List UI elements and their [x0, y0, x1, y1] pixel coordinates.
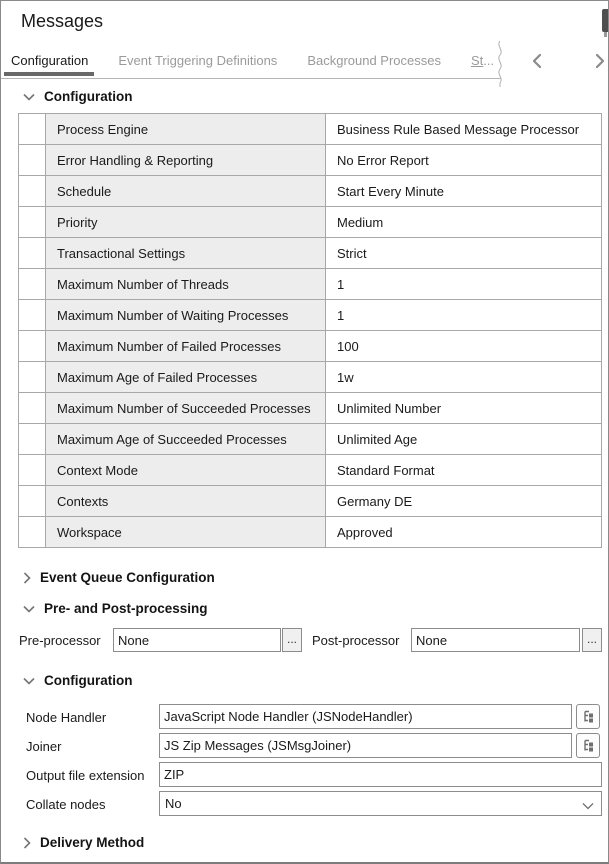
- property-value[interactable]: Business Rule Based Message Processor: [326, 114, 602, 145]
- tree-icon: [582, 710, 595, 723]
- property-value[interactable]: 1w: [326, 362, 602, 393]
- property-label: Maximum Age of Failed Processes: [46, 362, 326, 393]
- node-handler-label: Node Handler: [26, 710, 107, 725]
- property-value[interactable]: 1: [326, 300, 602, 331]
- table-row[interactable]: [19, 424, 602, 455]
- section-header-event-queue-configuration[interactable]: [23, 570, 215, 585]
- post-processor-input[interactable]: [411, 628, 580, 652]
- chevron-right-icon: [23, 837, 31, 849]
- tab-strip-torn-edge: [495, 41, 505, 87]
- pre-processor-input[interactable]: [113, 628, 281, 652]
- tabbar-divider: [1, 78, 501, 79]
- property-label: Error Handling & Reporting: [46, 145, 326, 176]
- chevron-right-icon: [23, 572, 31, 584]
- pre-processor-browse-button[interactable]: ...: [282, 628, 302, 652]
- page-title: Messages: [21, 11, 104, 31]
- table-row[interactable]: [19, 145, 602, 176]
- property-value[interactable]: No Error Report: [326, 145, 602, 176]
- table-row[interactable]: [19, 393, 602, 424]
- table-row[interactable]: [19, 455, 602, 486]
- section-title: Configuration: [44, 673, 133, 688]
- table-row[interactable]: [19, 362, 602, 393]
- chevron-down-icon: [23, 605, 35, 613]
- property-value[interactable]: Germany DE: [326, 486, 602, 517]
- node-handler-input[interactable]: [159, 704, 572, 729]
- tab-st-truncated[interactable]: St...: [471, 53, 495, 68]
- tab-bar: [11, 53, 494, 68]
- active-tab-indicator: [4, 72, 94, 76]
- section-header-configuration-2[interactable]: [23, 673, 132, 688]
- property-label: Contexts: [46, 486, 326, 517]
- tab-configuration[interactable]: Configuration: [11, 53, 89, 68]
- property-value[interactable]: 1: [326, 269, 602, 300]
- table-row[interactable]: [19, 331, 602, 362]
- section-header-configuration[interactable]: [23, 89, 132, 104]
- node-handler-tree-picker-button[interactable]: [576, 704, 600, 729]
- property-value[interactable]: Unlimited Number: [326, 393, 602, 424]
- table-row[interactable]: [19, 207, 602, 238]
- property-label: Maximum Number of Succeeded Processes: [46, 393, 326, 424]
- section-title: Delivery Method: [40, 835, 145, 850]
- joiner-label: Joiner: [26, 739, 62, 754]
- table-row[interactable]: [19, 114, 602, 145]
- collate-nodes-selected-value: No: [165, 796, 182, 811]
- pre-processor-label: Pre-processor: [19, 633, 101, 648]
- post-processor-label: Post-processor: [312, 633, 400, 648]
- collate-nodes-label: Collate nodes: [26, 797, 106, 812]
- table-row[interactable]: [19, 269, 602, 300]
- tab-background-processes[interactable]: Background Processes: [307, 53, 441, 68]
- property-value[interactable]: Unlimited Age: [326, 424, 602, 455]
- property-label: Maximum Number of Waiting Processes: [46, 300, 326, 331]
- section-title: Configuration: [44, 89, 133, 104]
- property-value[interactable]: 100: [326, 331, 602, 362]
- property-label: Maximum Number of Threads: [46, 269, 326, 300]
- table-row[interactable]: [19, 517, 602, 548]
- tab-event-triggering-definitions[interactable]: Event Triggering Definitions: [118, 53, 278, 68]
- section-header-delivery-method[interactable]: [23, 835, 144, 850]
- joiner-input[interactable]: [159, 733, 572, 758]
- tab-scroll-left-icon[interactable]: [527, 51, 547, 71]
- property-label: Schedule: [46, 176, 326, 207]
- property-label: Maximum Age of Succeeded Processes: [46, 424, 326, 455]
- joiner-tree-picker-button[interactable]: [576, 733, 600, 758]
- post-processor-browse-button[interactable]: ...: [582, 628, 602, 652]
- table-row[interactable]: [19, 300, 602, 331]
- property-label: Process Engine: [46, 114, 326, 145]
- property-value[interactable]: Strict: [326, 238, 602, 269]
- section-header-pre-post-processing[interactable]: [23, 601, 208, 616]
- chevron-down-icon: [23, 677, 35, 685]
- section-title: Pre- and Post-processing: [44, 601, 208, 616]
- output-file-extension-label: Output file extension: [26, 768, 145, 783]
- table-row[interactable]: [19, 176, 602, 207]
- property-value[interactable]: Approved: [326, 517, 602, 548]
- property-label: Workspace: [46, 517, 326, 548]
- table-row[interactable]: [19, 238, 602, 269]
- property-value[interactable]: Medium: [326, 207, 602, 238]
- property-label: Priority: [46, 207, 326, 238]
- tab-scroll-right-icon[interactable]: [589, 51, 609, 71]
- tree-icon: [582, 739, 595, 752]
- property-label: Maximum Number of Failed Processes: [46, 331, 326, 362]
- property-value[interactable]: Standard Format: [326, 455, 602, 486]
- section-title: Event Queue Configuration: [40, 570, 215, 585]
- collate-nodes-select[interactable]: [159, 791, 602, 816]
- property-label: Transactional Settings: [46, 238, 326, 269]
- chevron-down-icon: [23, 93, 35, 101]
- pin-icon[interactable]: [602, 9, 609, 32]
- property-value[interactable]: Start Every Minute: [326, 176, 602, 207]
- chevron-down-icon: [582, 798, 594, 813]
- output-file-extension-input[interactable]: [159, 762, 602, 787]
- property-label: Context Mode: [46, 455, 326, 486]
- table-row[interactable]: [19, 486, 602, 517]
- configuration-properties-table: [18, 113, 602, 548]
